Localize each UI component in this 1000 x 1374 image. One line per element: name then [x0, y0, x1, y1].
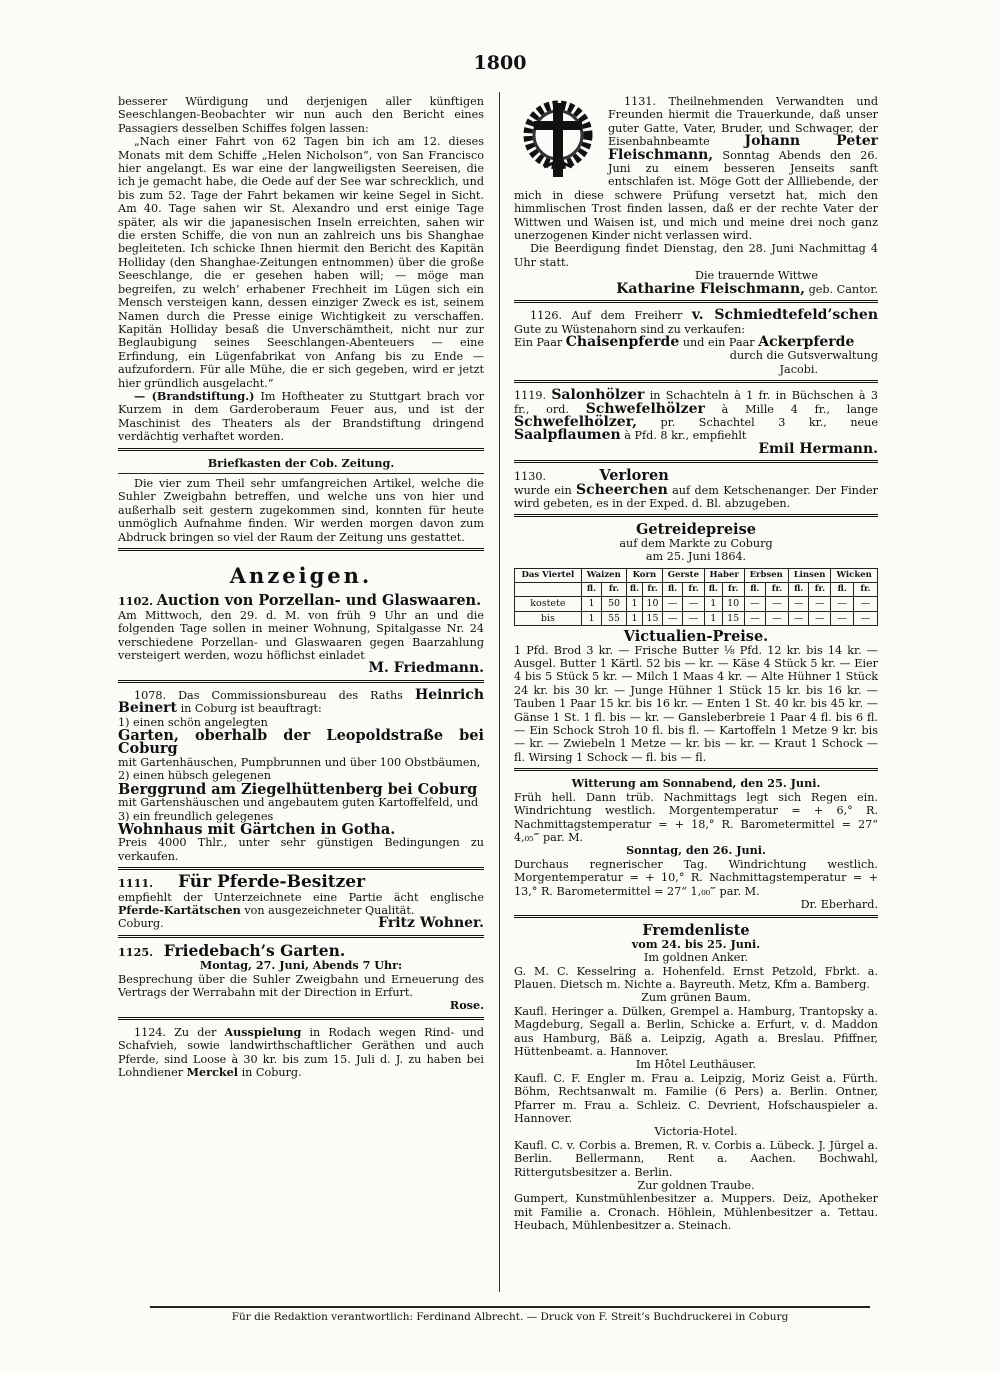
unit-fl: fl. — [581, 583, 601, 597]
hotel-guests: G. M. C. Kesselring a. Hohenfeld. Ernst Petzold, Fbrkt. a. Plauen. Dietsch m. Nichte a. Bayreuth. Metz, Kfm a. Bamberg. — [514, 964, 878, 991]
grain-cell: 55 — [602, 611, 627, 625]
chaisen-label: Chaisenpferde — [565, 333, 680, 350]
hermann-text-a: in Schachteln à 1 fr. in Büchschen à 3 fr., ord. — [514, 389, 878, 416]
fremden-date: vom 24. bis 25. Juni. — [631, 936, 761, 951]
commission-name: Heinrich Beinert — [118, 686, 484, 717]
grain-cell: — — [662, 597, 682, 611]
section-rule — [514, 768, 878, 771]
victualien-title: Victualien-Preise. — [623, 628, 769, 646]
hotel-heading: Victoria-Hotel. — [654, 1125, 738, 1139]
col-header: Erbsen — [744, 568, 788, 582]
witterung-sign: Dr. Eberhard. — [800, 897, 878, 911]
grain-cell: 10 — [643, 597, 663, 611]
grain-cell: — — [662, 611, 682, 625]
grain-cell: — — [831, 611, 854, 625]
commission-item1a: 1) einen schön angelegten — [118, 715, 268, 729]
col-header: Wicken — [831, 568, 878, 582]
grain-price-table — [514, 568, 878, 627]
pferde-place: Coburg. — [118, 917, 164, 931]
fremden-title: Fremdenliste — [642, 922, 750, 940]
grain-cell: 15 — [643, 611, 663, 625]
schwefel-label: Schwefelhölzer — [585, 400, 705, 417]
pferde-num: 1111. — [118, 876, 154, 891]
brandstiftung-article — [118, 390, 484, 444]
grain-cell: — — [809, 611, 831, 625]
commission-intro-a: Das Commissionsbureau des Raths — [178, 688, 403, 702]
section-rule — [514, 915, 878, 918]
section-rule — [514, 514, 878, 517]
auction-heading — [118, 594, 484, 608]
auction-num: 1102. — [118, 594, 154, 609]
section-rule — [118, 867, 484, 870]
section-rule — [118, 1017, 484, 1020]
death-text-b: Sonntag Abends den 26. Juni zu einem besseren Jenseits sanft entschlafen ist. Möge Gott der Allliebende, der mich in diese schwere Prüfung versetzt hat, mich den himmlischen Trost finden lassen, daß er der rechte Vater der Wittwen und Waisen ist, und mich und meine drei noch ganz unerzogenen Kinder nicht verlassen wird. — [514, 148, 878, 243]
left-column — [118, 95, 484, 1079]
commission-intro — [118, 686, 484, 717]
commission-item2b: Berggrund am Ziegelhüttenberg bei Coburg — [118, 780, 478, 798]
grain-cell: 10 — [722, 597, 744, 611]
commission-item2a: 2) einen hübsch gelegenen — [118, 769, 271, 783]
witterung-text1: Früh hell. Dann trüb. Nachmittags legt sich Regen ein. Windrichtung westlich. Morgentemperatur = + 6,° R. Nachmittagstemperatur = + 18,° R. Barometermittel = 27“ 4,₀₅‴ par. M. — [514, 790, 878, 844]
grain-cell: 1 — [626, 611, 642, 625]
widow-line — [514, 280, 878, 297]
grain-cell: 1 — [626, 597, 642, 611]
grain-row — [515, 597, 878, 611]
grain-cell: 1 — [704, 611, 722, 625]
friedebach-text: Besprechung über die Suhler Zweigbahn und Erneuerung des Vertrags der Werrabahn mit der Direction in Erfurt. — [118, 972, 484, 999]
hotel-heading: Zur goldnen Traube. — [637, 1179, 755, 1193]
widow-label: Die trauernde Wittwe — [694, 269, 818, 283]
pferde-footer-line — [118, 917, 484, 930]
grain-cell: 1 — [581, 597, 601, 611]
anzeigen-title: Anzeigen. — [229, 563, 373, 588]
verloren-title: Verloren — [599, 467, 669, 485]
pflaumen-label: Saalpflaumen — [514, 427, 621, 444]
grain-cell: — — [853, 611, 877, 625]
widow-geb: geb. Cantor. — [808, 282, 878, 296]
ausspielung-num: 1124. — [134, 1025, 167, 1039]
unit-fl: fl. — [831, 583, 854, 597]
death-text-a: Theilnehmenden Verwandten und Freunden hiermit die Trauerkunde, daß unser guter Gatte, Vater, Bruder, und Schwager, der Eisenbahnbeamte — [608, 95, 878, 149]
grain-row-label: kostete — [515, 597, 582, 611]
grain-cell: — — [683, 611, 705, 625]
getreide-title: Getreidepreise — [636, 521, 756, 539]
hermann-text-c: pr. Schachtel 3 kr., neue — [660, 415, 878, 429]
commission-intro-b: in Coburg ist beauftragt: — [180, 702, 322, 716]
horses-text-a: Ein Paar — [514, 335, 563, 349]
death-name: Johann Peter Fleischmann, — [608, 133, 878, 163]
seeschlange-quote: „Nach einer Fahrt von 62 Tagen bin ich am 12. dieses Monats mit dem Schiffe „Helen Nicholson“, von San Francisco hier angelangt. Es war eine der langweiligsten Seereisen, die ich je gemacht habe, die Oede auf der See war schrecklich, und bis zum 52. Tage der Fahrt bekamen wir keine Segel in Sicht. Am 40. Tage sahen wir St. Alexandro und erst einige Tage später, als wir die japanesischen Inseln erreichten, sahen wir die ersten Schiffe, die von nun an zahlreich uns bis Shanghae begleiteten. Ich schicke Ihnen hiermit den Bericht des Kapitän Holliday (den Shanghae-Zeitungen entnommen) über die große Seeschlange, die er gesehen haben will; — möge man begreifen, zu welch’ erhabener Frechheit im Lügen sich ein Mensch versteigen kann, dessen einziger Zweck es ist, seinem Namen durch die Presse einige Wichtigkeit zu verschaffen. Kapitän Holliday besaß die Unverschämtheit, nicht nur zur Beglaubigung seines Seeschlangen-Abenteuers — eine Erfindung, ein Lügenfabrikat von Anfang bis zu Ende — aufzufordern. Für alle Mühe, die er sich gegeben, wird er jetzt hier gründlich ausgelacht.“ — [118, 135, 484, 390]
ausspielung-text — [118, 1026, 484, 1080]
ausspielung-text-a: Zu der — [174, 1025, 217, 1039]
col-header: Waizen — [581, 568, 626, 582]
commission-item3b: Wohnhaus mit Gärtchen in Gotha. — [118, 820, 396, 838]
hermann-num: 1119. — [514, 389, 547, 403]
schmiedtefeld-text — [514, 309, 878, 336]
unit-kr: fr. — [853, 583, 877, 597]
grain-cell: 1 — [581, 611, 601, 625]
witterung-title1: Witterung am Sonnabend, den 25. Juni. — [571, 776, 821, 791]
brandstiftung-head: — (Brandstiftung.) — [134, 388, 255, 403]
horses-text-b: und ein Paar — [682, 335, 755, 349]
schmiedtefeld-text-a: Auf dem Freiherr — [571, 309, 683, 323]
commission-item1b: Garten, oberhalb der Leopoldstraße bei Coburg — [118, 727, 484, 758]
ausspielung-text-c: in Coburg. — [241, 1066, 302, 1079]
commission-num: 1078. — [134, 688, 167, 702]
unit-fl: fl. — [662, 583, 682, 597]
pferde-heading — [118, 872, 484, 893]
grain-cell: — — [788, 597, 809, 611]
section-rule — [514, 300, 878, 303]
salon-label: Salonhölzer — [551, 387, 645, 404]
unit-row — [515, 583, 878, 597]
rule — [118, 473, 484, 474]
grain-cell: — — [766, 611, 789, 625]
verloren-text — [514, 481, 879, 511]
grain-table-body — [515, 597, 878, 626]
grain-cell: 50 — [602, 597, 627, 611]
cross-wreath-icon — [514, 95, 602, 183]
col-header: Das Viertel — [515, 568, 582, 582]
grain-cell: — — [853, 597, 877, 611]
section-rule — [118, 680, 484, 683]
schmiedtefeld-sign: Jacobi. — [779, 362, 818, 376]
hermann-text-b: à Mille 4 fr., lange — [721, 402, 879, 416]
right-column — [514, 95, 878, 1233]
ausspielung-text-b: in Rodach wegen Rind- und Schafvieh, sowie landwirthschaftlicher Geräthen und auch Pferde, sind Loose à 30 kr. bis zum 15. Juli d. J. zu haben bei Lohndiener — [118, 1025, 484, 1079]
unit-fl: fl. — [626, 583, 642, 597]
unit-kr: fr. — [766, 583, 789, 597]
getreide-date: am 25. Juni 1864. — [645, 550, 747, 564]
commission-price: Preis 4000 Thlr., unter sehr günstigen Bedingungen zu verkaufen. — [118, 836, 484, 863]
unit-blank — [515, 583, 582, 597]
verloren-text-a: wurde ein — [514, 483, 572, 497]
unit-fl: fl. — [744, 583, 766, 597]
schwefel2-label: Schwefelhölzer, — [514, 413, 637, 430]
death-notice — [514, 95, 878, 296]
grain-cell: — — [744, 611, 766, 625]
schmiedtefeld-horses — [514, 333, 878, 350]
col-header: Haber — [704, 568, 744, 582]
friedebach-heading — [118, 940, 484, 960]
unit-fl: fl. — [788, 583, 809, 597]
section-rule — [514, 380, 878, 383]
briefkasten-text: Die vier zum Theil sehr umfangreichen Artikel, welche die Suhler Zweigbahn betreffen, und welche uns von hier und außerhalb seit gestern zugekommen sind, konnten für heute unmöglich Aufnahme finden. Wir werden morgen davon zum Abdruck bringen so viel der Raum der Zeitung uns gestattet. — [118, 476, 484, 544]
column-divider — [499, 92, 500, 1292]
col-header: Gerste — [662, 568, 704, 582]
ausspielung-name: Merckel — [186, 1065, 238, 1079]
page-number: 1800 — [473, 52, 527, 74]
grain-cell: — — [809, 597, 831, 611]
hermann-text — [514, 389, 878, 443]
hermann-text-d: à Pfd. 8 kr., empfiehlt — [624, 429, 747, 443]
grain-row — [515, 611, 878, 625]
section-rule — [514, 460, 878, 463]
verloren-heading — [514, 469, 878, 483]
grain-cell: — — [744, 597, 766, 611]
unit-kr: fr. — [602, 583, 627, 597]
section-rule — [118, 548, 484, 551]
commission-item1c: mit Gartenhäuschen, Pumpbrunnen und über 100 Obstbäumen, — [118, 755, 481, 769]
commission-item2c: mit Gartenshäuschen und angebautem guten Kartoffelfeld, und — [118, 796, 479, 810]
hotel-guests: Gumpert, Kunstmühlenbesitzer a. Muppers. Deiz, Apotheker mit Familie a. Cronach. Höhlein, Mühlenbesitzer a. Tettau. Heubach, Mühlenbesitzer a. Steinach. — [514, 1192, 878, 1233]
pferde-text-a: empfiehlt der Unterzeichnete eine Partie ächt englische — [118, 890, 484, 904]
schmiedtefeld-name: v. Schmiedtefeld’schen — [691, 307, 878, 324]
grain-cell: — — [766, 597, 789, 611]
hotel-heading: Im goldnen Anker. — [643, 951, 749, 965]
pferde-text-b: von ausgezeichneter Qualität. — [244, 903, 415, 917]
auction-sign: M. Friedmann. — [368, 660, 484, 677]
friedebach-sign: Rose. — [449, 998, 484, 1013]
unit-fl: fl. — [704, 583, 722, 597]
brandstiftung-text: Im Hoftheater zu Stuttgart brach vor Kurzem in dem Garderoberaum Feuer aus, und ist der Maschinist des Theaters als der Brandstiftung dringend verdächtig verhaftet worden. — [118, 389, 485, 444]
death-num: 1131. — [624, 95, 657, 108]
schmiedtefeld-text-b: Gute zu Wüstenahorn sind zu verkaufen: — [514, 322, 746, 336]
pferde-title: Für Pferde-Besitzer — [177, 872, 366, 893]
imprint-footer: Für die Redaktion verantwortlich: Ferdinand Albrecht. — Druck von F. Streit’s Buchdruckerei in Coburg — [150, 1306, 870, 1323]
hotel-heading: Im Hôtel Leuthäuser. — [635, 1058, 757, 1072]
witterung-text2: Durchaus regnerischer Tag. Windrichtung westlich. Morgentemperatur = + 10,° R. Nachmittagstemperatur = + 13,° R. Barometermittel = 27“ 1,₀₀‴ par. M. — [514, 857, 878, 898]
verloren-text-b: auf dem Ketschenanger. Der Finder wird gebeten, es in der Exped. d. Bl. abzugeben. — [514, 483, 879, 510]
grain-cell: — — [788, 611, 809, 625]
hotel-heading: Zum grünen Baum. — [641, 991, 751, 1005]
auction-title: Auction von Porzellan- und Glaswaaren. — [156, 592, 482, 610]
getreide-sub: auf dem Markte zu Coburg — [619, 536, 773, 550]
auction-text: Am Mittwoch, den 29. d. M. von früh 9 Uhr an und die folgenden Tage sollen in meiner Wohnung, Spitalgasse Nr. 24 verschiedene Porzellan- und Glaswaaren gegen Baarzahlung versteigert werden, wozu höflichst einladet — [118, 608, 484, 663]
widow-name: Katharine Fleischmann, — [616, 280, 806, 297]
grain-cell: 15 — [722, 611, 744, 625]
pferde-text — [118, 891, 484, 918]
friedebach-num: 1125. — [118, 944, 154, 959]
ausspielung-title: Ausspielung — [224, 1024, 302, 1039]
hermann-sign: Emil Hermann. — [758, 440, 878, 457]
schmiedtefeld-via: durch die Gutsverwaltung — [729, 349, 878, 363]
hotel-guests: Kaufl. C. v. Corbis a. Bremen, R. v. Corbis a. Lübeck. J. Jürgel a. Berlin. Bellermann, Rent a. Aachen. Bochwahl, Rittergutsbesitzer a. Berlin. — [514, 1138, 878, 1179]
briefkasten-title: Briefkasten der Cob. Zeitung. — [207, 455, 395, 470]
section-rule — [118, 448, 484, 451]
schmiedtefeld-num: 1126. — [530, 309, 563, 323]
pferde-sign: Fritz Wohner. — [378, 915, 484, 932]
burial-text: Die Beerdigung findet Dienstag, den 28. Juni Nachmittag 4 Uhr statt. — [514, 242, 878, 269]
victualien-text: 1 Pfd. Brod 3 kr. — Frische Butter ⅛ Pfd. 12 kr. bis 14 kr. — Ausgel. Butter 1 Kärtl. 52 bis — kr. — Käse 4 Stück 5 kr. — Eier 4 bis 5 Stück 5 kr. — Milch 1 Maas 4 kr. — Alte Hühner 1 Stück 24 kr. bis 30 kr. — Junge Hühner 1 Stück 15 kr. bis 16 kr. — Tauben 1 Paar 15 kr. bis 16 kr. — Enten 1 St. 40 kr. bis 45 kr. — Gänse 1 St. 1 fl. bis — kr. — Gansleberbreie 1 Paar 4 fl. bis 6 fl. — Ein Schock Stroh 10 fl. bis fl. — Kartoffeln 1 Metze 9 kr. bis — kr. — Zwiebeln 1 Metze — kr. bis — kr. — Kraut 1 Schock — fl. Wirsing 1 Schock — fl. bis — fl. — [514, 643, 878, 764]
friedebach-title: Friedebach’s Garten. — [163, 940, 346, 960]
grain-cell: — — [683, 597, 705, 611]
grain-cell: 1 — [704, 597, 722, 611]
unit-kr: fr. — [722, 583, 744, 597]
verloren-num: 1130. — [514, 470, 547, 484]
commission-item3a: 3) ein freundlich gelegenes — [118, 809, 274, 823]
section-rule — [118, 935, 484, 938]
grain-cell: — — [831, 597, 854, 611]
acker-label: Ackerpferde — [758, 333, 855, 350]
pferde-product: Pferde-Kartätschen — [118, 902, 241, 917]
unit-kr: fr. — [683, 583, 705, 597]
unit-kr: fr. — [643, 583, 663, 597]
col-header: Korn — [626, 568, 662, 582]
seeschlange-intro: besserer Würdigung und derjenigen aller künftigen Seeschlangen-Beobachter wir nun auch den Bericht eines Passagiers desselben Schiffes folgen lassen: — [118, 95, 484, 135]
hotel-guests: Kaufl. C. F. Engler m. Frau a. Leipzig, Moriz Geist a. Fürth. Böhm, Rechtsanwalt m. Familie (6 Pers) a. Berlin. Ontner, Pfarrer m. Frau a. Schleiz. C. Devrient, Hofschauspieler a. Hannover. — [514, 1071, 878, 1126]
col-header: Linsen — [788, 568, 831, 582]
friedebach-date: Montag, 27. Juni, Abends 7 Uhr: — [199, 958, 403, 973]
witterung-title2: Sonntag, den 26. Juni. — [626, 843, 766, 858]
verloren-item: Scheerchen — [576, 481, 668, 498]
grain-row-label: bis — [515, 611, 582, 625]
unit-kr: fr. — [809, 583, 831, 597]
hotel-guests: Kaufl. Heringer a. Dülken, Grempel a. Hamburg, Trantopsky a. Magdeburg, Segall a. Berlin, Schicke a. Erfurt, v. d. Maddon aus Hamburg, Bäß a. Leipzig, Agath a. Breslau. Pfiffner, Hüttenbeamt. a. Hannover. — [514, 1004, 878, 1058]
